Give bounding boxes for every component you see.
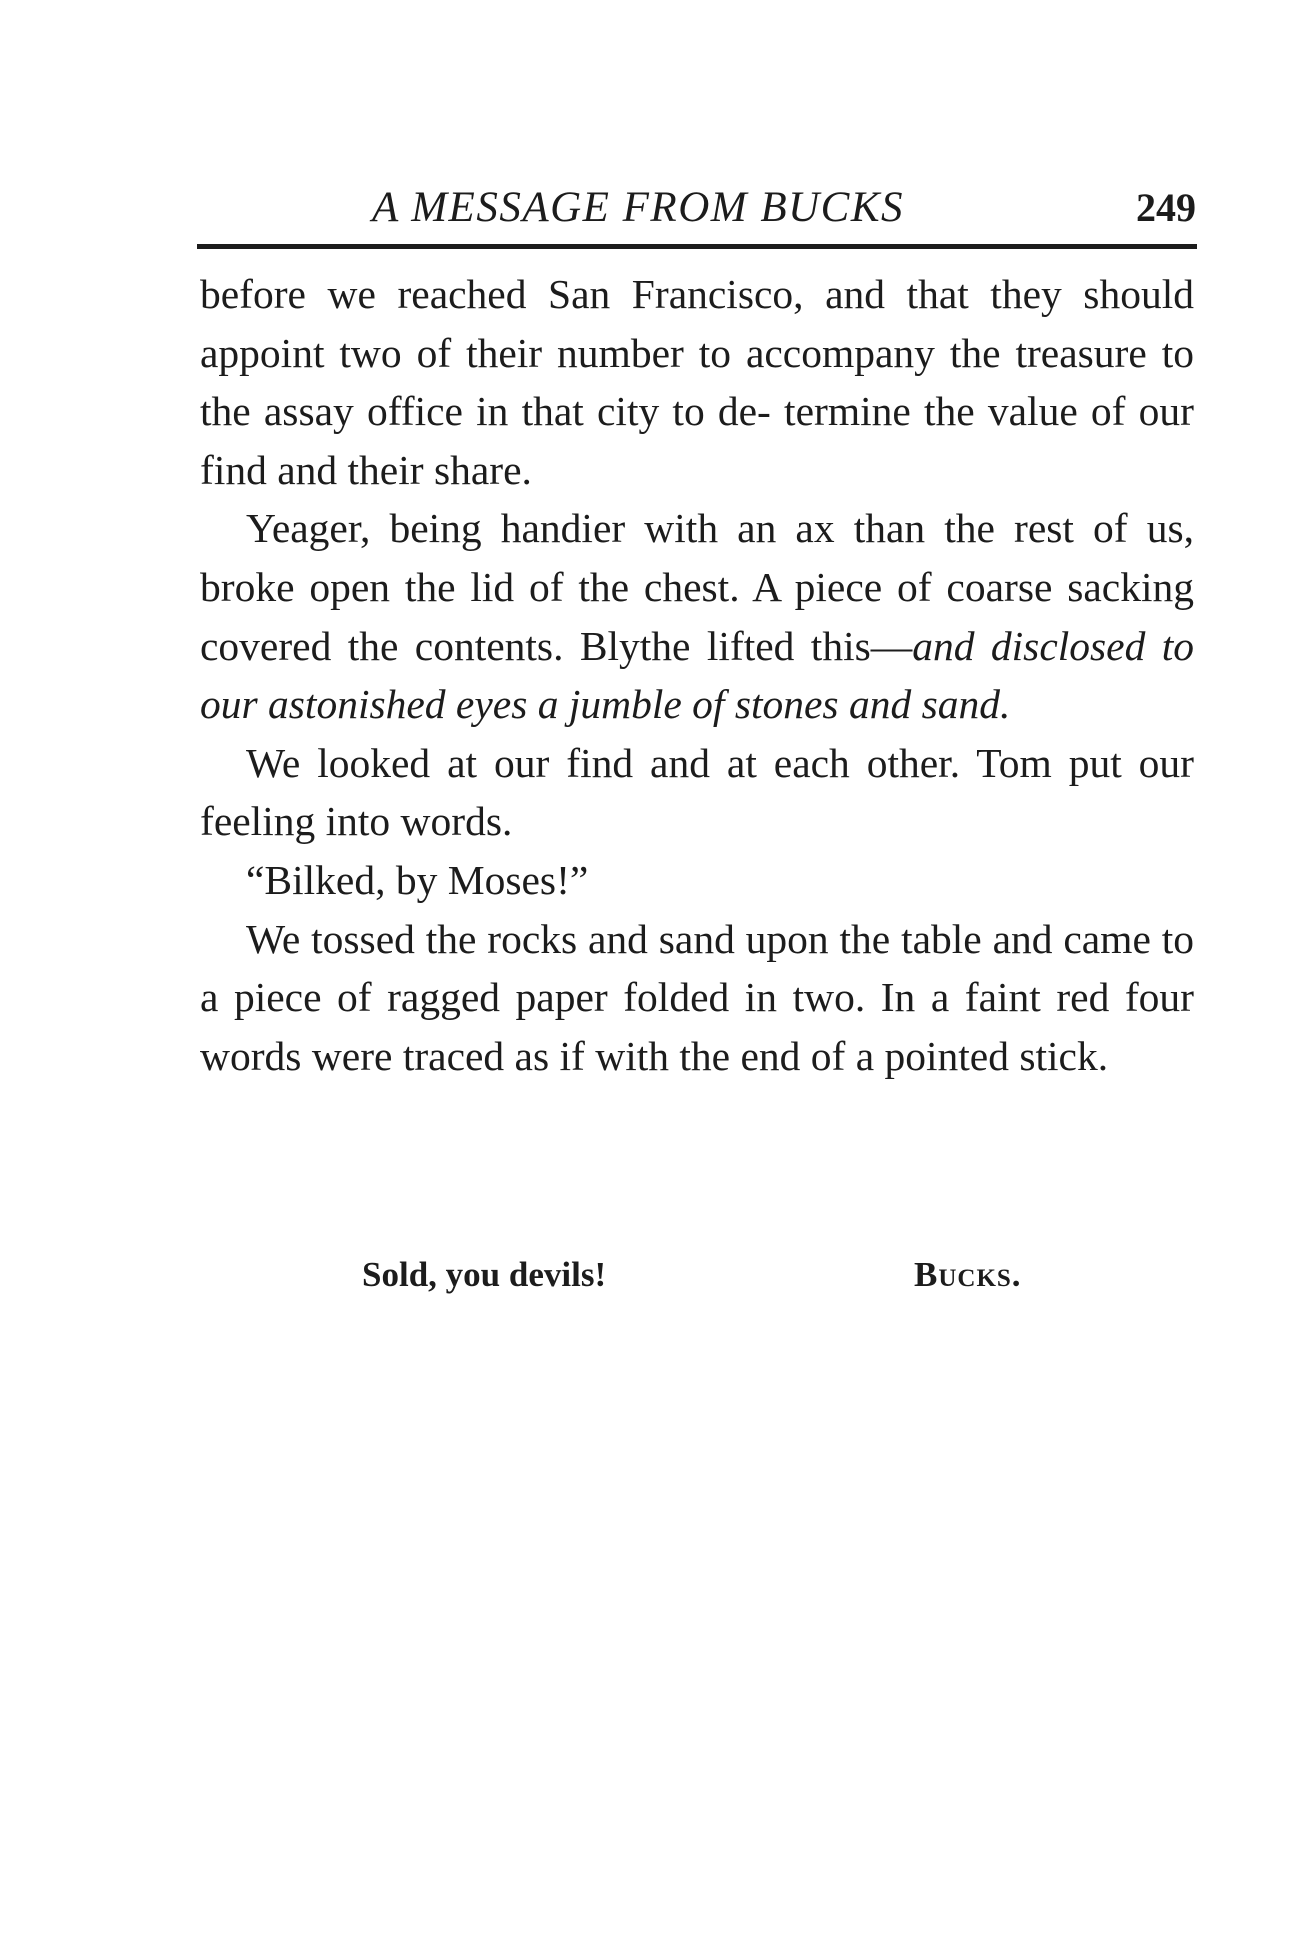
paragraph <box>200 851 1194 910</box>
paragraph-text: We looked at our find and at each other. Tom put our feeling into words. <box>200 739 1194 845</box>
paragraph-italic-text: and disclosed to our astonished eyes a jumble of stones and sand. <box>200 622 1195 728</box>
paragraph <box>200 734 1194 851</box>
paragraph <box>200 265 1194 499</box>
paragraph-text: Yeager, being handier with an ax than the rest of us, broke open the lid of the chest. A piece of coarse sacking covered the contents. Blythe lifted this— <box>200 505 1194 669</box>
running-head <box>200 178 1196 238</box>
paragraph <box>200 910 1194 1086</box>
paragraph-text: We tossed the rocks and sand upon the table and came to a piece of ragged paper folded in two. In a faint red four words were traced as if with the end of a pointed stick. <box>200 915 1194 1079</box>
paragraph-text: before we reached San Francisco, and that they should appoint two of their number to accompany the treasure to the assay office in that city to de- termine the value of our find and their share. <box>200 271 1194 493</box>
note-line <box>200 1245 1194 1305</box>
header-rule <box>197 244 1197 249</box>
page-number: 249 <box>1136 185 1196 230</box>
paragraph <box>200 499 1194 733</box>
running-title: A MESSAGE FROM BUCKS <box>372 184 904 231</box>
note-text: Sold, you devils! <box>362 1255 607 1294</box>
body-text <box>200 265 1194 1085</box>
note-signer: Bucks. <box>914 1255 1022 1294</box>
paragraph-text: “Bilked, by Moses!” <box>246 856 589 903</box>
